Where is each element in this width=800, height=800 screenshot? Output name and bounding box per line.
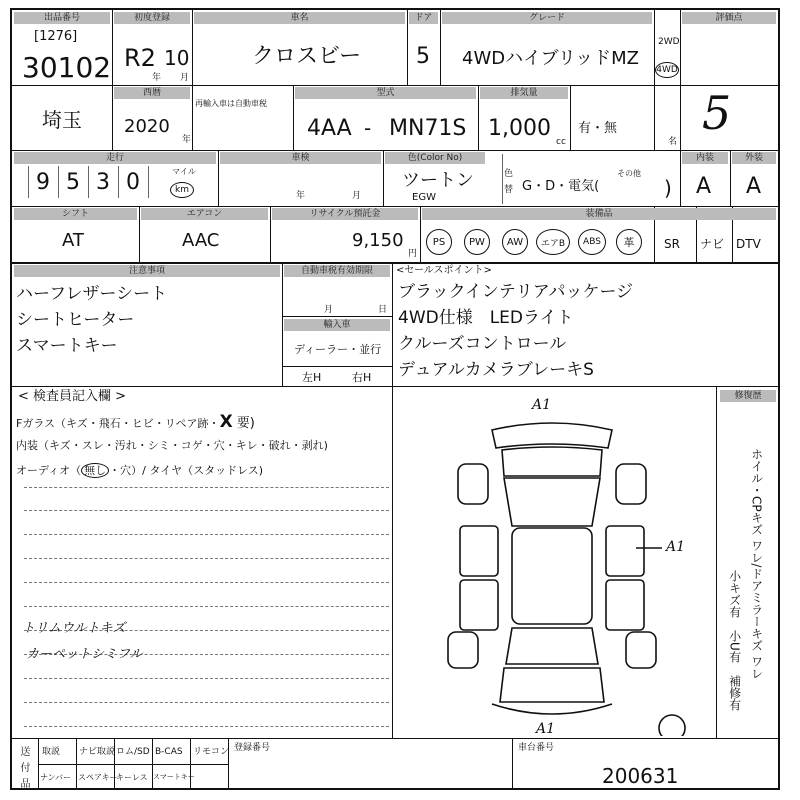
interior-grade: A — [696, 174, 712, 199]
car-damage-diagram — [422, 406, 692, 736]
region: 埼玉 — [42, 108, 82, 132]
trunk-outline — [500, 668, 604, 702]
label-ac: エアコン — [141, 208, 268, 220]
label-car-name: 車名 — [194, 12, 405, 24]
footer-item: スマートキー — [153, 773, 195, 781]
audio-circled: 無し — [81, 463, 109, 478]
inspector-audio-line — [16, 465, 263, 476]
footer-item: リモコン — [193, 747, 230, 757]
dealer-parallel: ディーラー・並行 — [294, 343, 382, 356]
left-hand-drive: 左H — [302, 371, 322, 384]
footer-item: 取説 — [42, 747, 61, 757]
equipment-dtv: DTV — [736, 237, 761, 251]
first-reg-era: R2 — [124, 44, 156, 72]
inspector-interior-line: 内装（キズ・スレ・汚れ・シミ・コゲ・穴・キレ・破れ・剥れ) — [16, 439, 328, 452]
footer-item: ロム/SD — [116, 747, 150, 757]
footer-item: ナンバー — [40, 773, 72, 782]
equipment-navi: ナビ — [700, 237, 725, 251]
equipment-pw: PW — [464, 229, 490, 255]
label-tax-expiry: 自動車税有効期限 — [284, 265, 390, 277]
mile-label: マイル — [172, 167, 196, 176]
type-prefix: 4AA — [307, 116, 352, 141]
recycle-fee: 9,150 — [352, 230, 404, 251]
footer-item: キーレス — [116, 773, 148, 782]
label-doors: ドア — [409, 12, 438, 24]
equipment-abs: ABS — [578, 229, 606, 255]
note-item: スマートキー — [16, 336, 118, 356]
displacement: 1,000 — [488, 116, 551, 141]
label-mileage: 走行 — [14, 152, 216, 164]
label-interior: 内装 — [682, 152, 728, 164]
color-code: EGW — [412, 192, 436, 203]
label-type: 型式 — [295, 87, 476, 99]
odometer-digit: 5 — [66, 170, 80, 195]
drive-4wd-circled: 4WD — [655, 62, 679, 78]
label-shaken: 車検 — [220, 152, 381, 164]
yen-unit: 円 — [408, 249, 418, 259]
color-change-1: 色 — [504, 169, 514, 179]
label-model-year: 西暦 — [114, 87, 190, 99]
hood-outline — [502, 447, 602, 476]
label-recycle: リサイクル預託金 — [272, 208, 418, 220]
equipment-airbag: エアB — [536, 229, 570, 255]
cc-unit: cc — [556, 137, 566, 147]
front-right-fender — [616, 464, 646, 504]
lot-code: [1276] — [34, 29, 78, 44]
expiry-month: 月 — [324, 305, 334, 315]
odometer — [16, 162, 156, 202]
inspector-title: < 検査員記入欄 > — [18, 389, 127, 404]
rear-left-door — [460, 580, 498, 630]
dash-line — [24, 678, 389, 679]
note-item: ハーフレザーシート — [16, 284, 168, 304]
lot-number: 30102 — [22, 51, 112, 84]
handwritten-note: カーペットシミフル — [26, 647, 143, 662]
evaluation-score: 5 — [702, 86, 732, 140]
footer-item: ナビ取説 — [79, 747, 116, 757]
label-notes: 注意事項 — [14, 265, 280, 277]
glass-mark: X — [219, 412, 233, 432]
footer-side-label: 送付品 — [18, 746, 29, 794]
label-evaluation: 評価点 — [682, 12, 776, 24]
right-hand-drive: 右H — [352, 371, 372, 384]
label-lot-number: 出品番号 — [14, 12, 110, 24]
chassis-number: 200631 — [602, 764, 679, 788]
dash-line — [24, 726, 389, 727]
ac: AAC — [182, 230, 220, 251]
handwritten-note: トリムウルトキズ — [22, 621, 126, 636]
reference-circle — [659, 715, 685, 736]
front-left-door — [460, 526, 498, 576]
dash-line — [24, 534, 389, 535]
sales-point: デュアルカメラブレーキS — [398, 360, 594, 380]
windshield-outline — [504, 478, 600, 526]
note-item: シートヒーター — [16, 310, 135, 330]
shaken-month: 月 — [352, 191, 362, 201]
dash-line — [24, 702, 389, 703]
odometer-digit: 9 — [36, 170, 50, 195]
rear-right-quarter — [626, 632, 656, 668]
dash-line — [24, 606, 389, 607]
type-dash: - — [364, 116, 372, 140]
damage-mark-front: A1 — [532, 397, 552, 413]
car-name: クロスビー — [252, 44, 362, 69]
month-unit: 月 — [180, 73, 190, 83]
rear-left-quarter — [448, 632, 478, 668]
rear-right-door — [606, 580, 644, 630]
inspector-glass-line — [16, 414, 255, 431]
label-import: 輸入車 — [284, 319, 390, 331]
year-unit: 年 — [152, 73, 162, 83]
color: ツートン — [402, 170, 474, 191]
label-equipment: 装備品 — [422, 208, 776, 220]
equipment-ps: PS — [426, 229, 452, 255]
reimport-note: 再輸入車は自動車税 — [195, 99, 267, 108]
label-exterior: 外装 — [732, 152, 776, 164]
name-suffix: 名 — [668, 137, 678, 147]
glass-prefix: Fガラス（キズ・飛石・ヒビ・リペア跡・ — [16, 417, 220, 430]
front-bumper-outline — [492, 423, 612, 448]
chassis-label: 車台番号 — [518, 743, 555, 753]
registration-label: 登録番号 — [234, 743, 271, 753]
fuel-type: G・D・電気( — [522, 179, 600, 194]
exterior-grade: A — [746, 174, 762, 199]
type-code: MN71S — [389, 116, 467, 141]
dash-line — [24, 487, 389, 488]
label-grade: グレード — [442, 12, 652, 24]
drive-2wd: 2WD — [658, 37, 680, 47]
audio-suffix: ・穴）/ タイヤ（スタッドレス) — [109, 464, 264, 477]
sales-point: ブラックインテリアパッケージ — [398, 282, 634, 302]
label-repair-history: 修復歴 — [720, 390, 776, 402]
fuel-close: ) — [664, 176, 672, 200]
repair-note-main: ホイル・CPキズ ワレ/ドアミラーキズ ワレ — [749, 448, 764, 680]
footer-item: B-CAS — [155, 747, 183, 757]
sales-point: クルーズコントロール — [398, 334, 567, 354]
dash-line — [24, 558, 389, 559]
shaken-year: 年 — [296, 191, 306, 201]
front-left-fender — [458, 464, 488, 504]
odometer-digit: 3 — [96, 170, 110, 195]
equipment-leather: 革 — [616, 229, 642, 255]
fuel-other: その他 — [617, 169, 641, 178]
front-right-door — [606, 526, 644, 576]
footer-item: スペアキー — [78, 773, 118, 782]
sales-points-label: <セールスポイント> — [396, 265, 492, 276]
model-year: 2020 — [124, 116, 170, 137]
grade: 4WDハイブリッドMZ — [462, 48, 639, 69]
first-reg-month: 10 — [164, 46, 190, 70]
rear-window-outline — [506, 628, 598, 664]
auction-sheet — [10, 8, 780, 794]
color-change-2: 替 — [504, 185, 514, 195]
damage-mark-right: A1 — [666, 539, 686, 555]
dash-line — [24, 510, 389, 511]
doors: 5 — [416, 44, 430, 69]
dash-line — [24, 582, 389, 583]
label-shift: シフト — [14, 208, 137, 220]
km-circled: km — [170, 182, 194, 198]
label-color: 色(Color No) — [385, 152, 485, 164]
equipment-sunroof: SR — [664, 237, 680, 251]
rear-bumper-outline — [492, 704, 612, 714]
audio-prefix: オーディオ（ — [16, 464, 82, 477]
shift: AT — [62, 230, 84, 251]
repair-note-sub: 小キズ有 小U有 補修有 — [727, 570, 742, 711]
label-first-registration: 初度登録 — [114, 12, 190, 24]
odometer-digit: 0 — [126, 170, 140, 195]
damage-mark-rear: A1 — [536, 721, 556, 737]
year-suffix: 年 — [182, 135, 192, 145]
expiry-day: 日 — [378, 305, 388, 315]
label-displacement: 排気量 — [480, 87, 568, 99]
roof-outline — [512, 528, 592, 624]
glass-suffix: 要) — [232, 416, 255, 431]
equipment-aw: AW — [502, 229, 528, 255]
sales-point: 4WD仕様 LEDライト — [398, 308, 574, 328]
turbo-option: 有・無 — [578, 121, 618, 136]
